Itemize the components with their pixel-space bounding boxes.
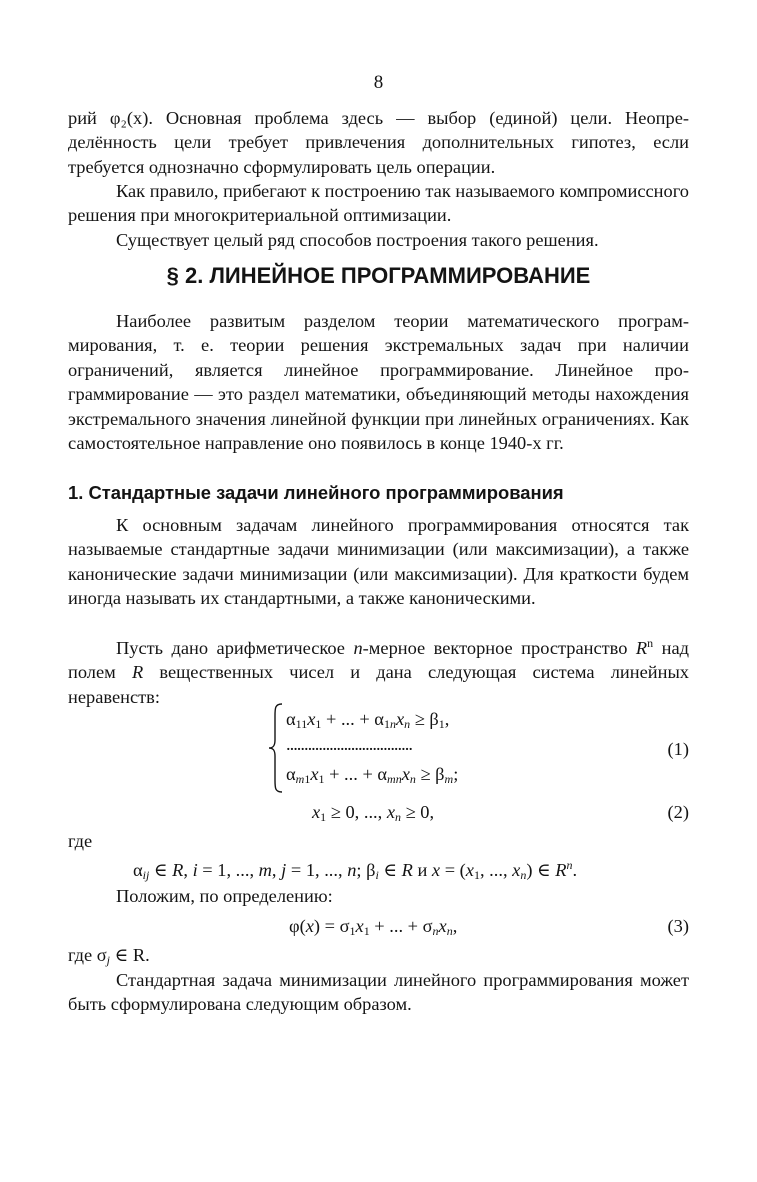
paragraph-compromise: Как правило, прибегают к построению так называемого компромиссного решения при многокритериальной оптимизации. [68,181,689,226]
equation-label-2: (2) [667,802,689,822]
paragraph-methods: Существует целый ряд способов построения такого решения. [116,230,599,250]
where-label-2: где $\sigma_j$ ∈ R. [68,945,150,967]
system-row-m: $\alpha_{m1}x_1$ + ... + $\alpha_{mn}x_n \ge \beta_m$; [286,764,459,786]
objective-function: $\varphi(x) = \sigma_1x_1$ + ... + $\sigma_nx_n$, [289,916,458,938]
parameter-definitions: $\alpha_{ij}$ ∈ R, i = 1, ..., m, j = 1, ..., n; $\beta_i$ ∈ R и $x = (x_1$, ..., $x_n$) ∈ $R^n$. [133,858,578,882]
section-title: § 2. ЛИНЕЙНОЕ ПРОГРАММИРОВАНИЕ [166,263,591,288]
paragraph-vector-space: Пусть дано арифметическое n-мерное векторное пространство $R^n$ над полем R вещественных чисел и дана следующая система линейных неравенств: [68,636,690,707]
system-dots: ................................... [286,734,412,754]
where-label-1: где [68,831,93,851]
paragraph-define: Положим, по определению: [116,886,333,906]
system-brace [268,702,284,794]
paragraph-standard-problems: К основным задачам линейного программирования относятся так называемые стандартные задачи минимизации (или максимизации), а также канонические задачи минимизации (или максимизации). Для краткости будем иногда называть их стандартными, а также каноническими. [68,515,689,609]
paragraph-intro: Наиболее развитым разделом теории математического программирования, т. е. теории решения экстремальных задач при наличии ограничений, является линейное программирование. Линейное программирование — это раздел математики, объединяющий методы нахождения экстремального значения линейной функции при линейных ограничениях. Как самостоятельное направление оно появилось в конце 1940-х гг. [68,311,689,454]
paragraph-standard-minimization: Стандартная задача минимизации линейного программирования может быть сформулирована следующим образом. [68,970,689,1015]
system-row-1: $\alpha_{11}x_1$ + ... + $\alpha_{1n}x_n \ge \beta_1$, [286,709,450,731]
equation-label-3: (3) [667,916,689,936]
page-number: 8 [373,72,384,93]
nonnegativity-constraint: $x_1 \ge 0$, ..., $x_n \ge 0$, [312,802,435,824]
paragraph-top-continuation: рий φ₂(x). Основная проблема здесь — выбор (единой) цели. Неопределённость цели требует привлечения дополнительных гипотез, если требуется однозначно сформулировать цель операции. [68,108,689,177]
equation-label-1: (1) [667,739,689,759]
subsection-title: 1. Стандартные задачи линейного программирования [68,482,564,503]
